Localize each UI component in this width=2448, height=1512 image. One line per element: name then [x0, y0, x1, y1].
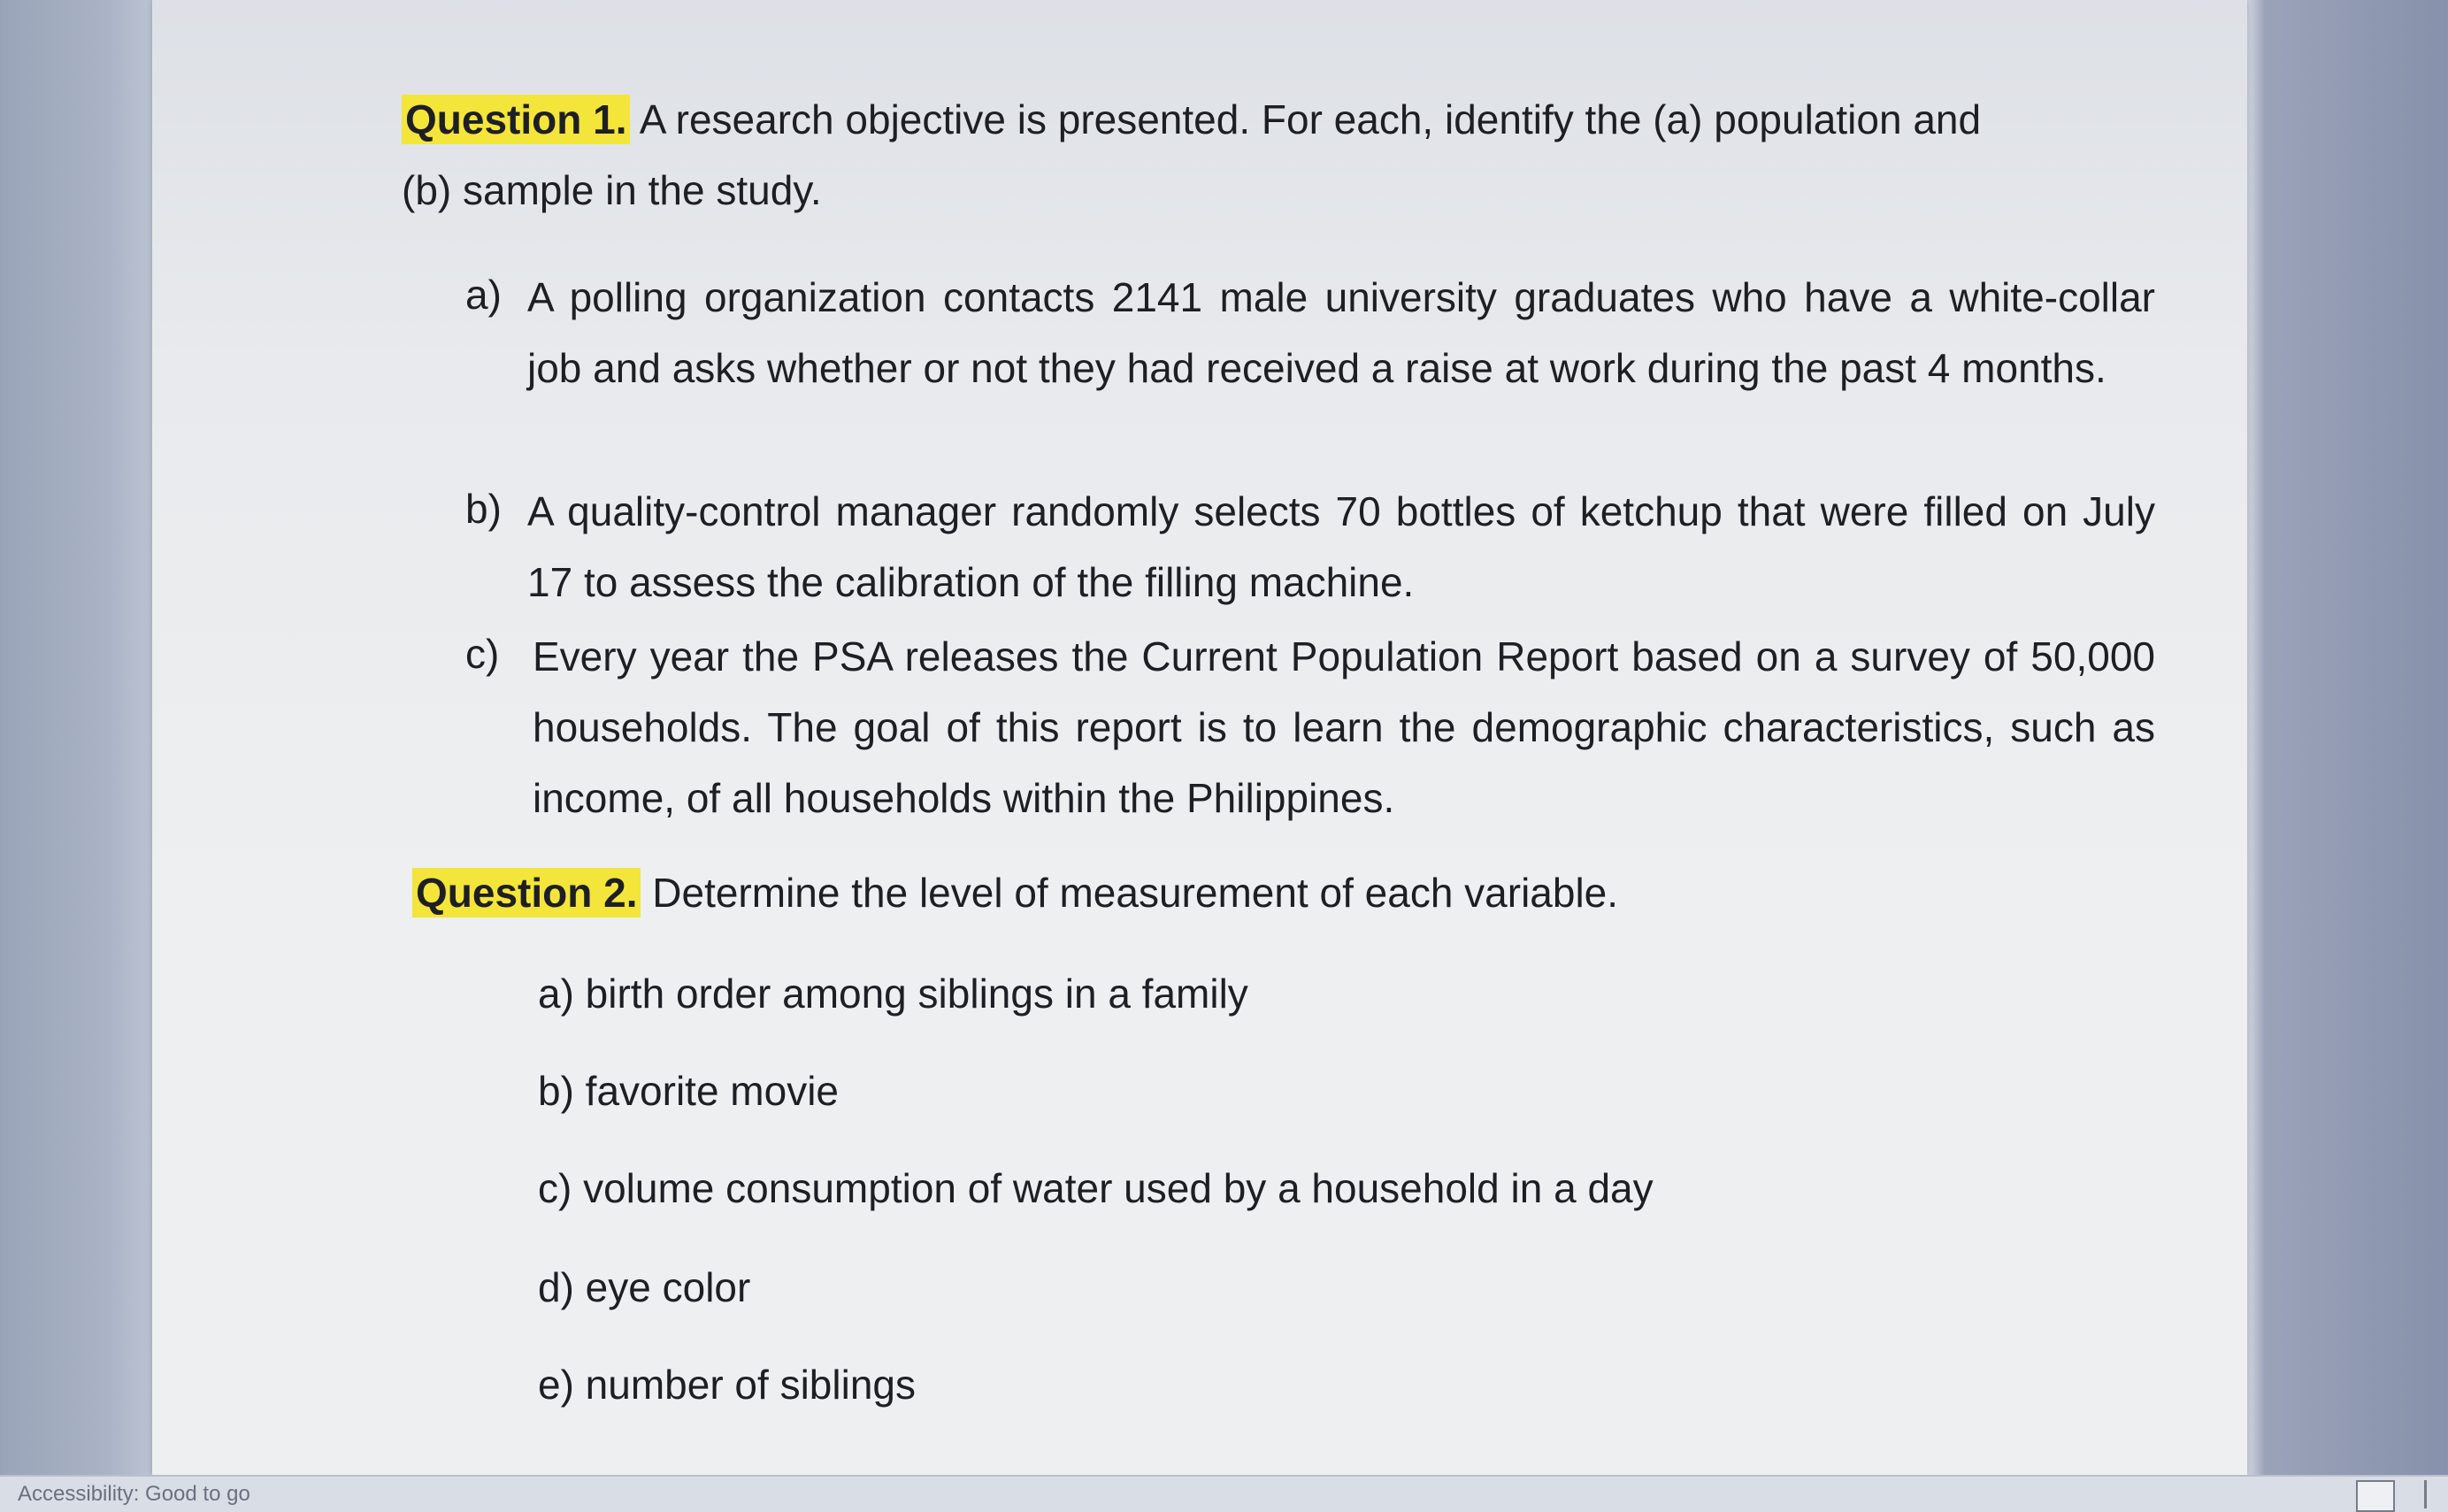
- q2-item-a: a) birth order among siblings in a family: [538, 971, 1248, 1017]
- question-2-heading: [412, 869, 1618, 917]
- q2-item-d: d) eye color: [538, 1264, 751, 1310]
- document-page: [152, 0, 2247, 1475]
- q1-item-a-label: a): [465, 272, 502, 318]
- question-2-label: Question 2.: [412, 868, 641, 917]
- q2-item-c: c) volume consumption of water used by a household in a day: [538, 1165, 1654, 1211]
- q1-item-b-label: b): [465, 486, 502, 532]
- q1-item-c-label: c): [465, 631, 500, 677]
- question-1-text: A research objective is presented. For each, identify the (a) population and: [630, 96, 1982, 142]
- question-1-line-1: [402, 96, 1981, 143]
- q2-item-e: e) number of siblings: [538, 1362, 916, 1408]
- status-bar: [0, 1475, 2448, 1512]
- q1-item-c-text: Every year the PSA releases the Current Population Report based on a survey of 50,000 households. The goal of this report is to learn the demographic characteristics, such as income, of all households within the Philippines.: [533, 633, 2155, 821]
- print-layout-icon[interactable]: [2424, 1480, 2444, 1508]
- question-2-text: Determine the level of measurement of each variable.: [641, 870, 1619, 916]
- question-1-line-2: (b) sample in the study.: [402, 167, 822, 213]
- q1-item-b-text: A quality-control manager randomly selects 70 bottles of ketchup that were filled on July 17 to assess the calibration of the filling machine.: [527, 488, 2155, 605]
- read-mode-icon[interactable]: [2356, 1480, 2395, 1512]
- q2-item-b: b) favorite movie: [538, 1068, 840, 1114]
- accessibility-status[interactable]: Accessibility: Good to go: [18, 1482, 250, 1506]
- question-1-label: Question 1.: [402, 95, 630, 144]
- q1-item-a-text: A polling organization contacts 2141 male university graduates who have a white-collar job and asks whether or not they had received a raise at work during the past 4 months.: [527, 274, 2155, 391]
